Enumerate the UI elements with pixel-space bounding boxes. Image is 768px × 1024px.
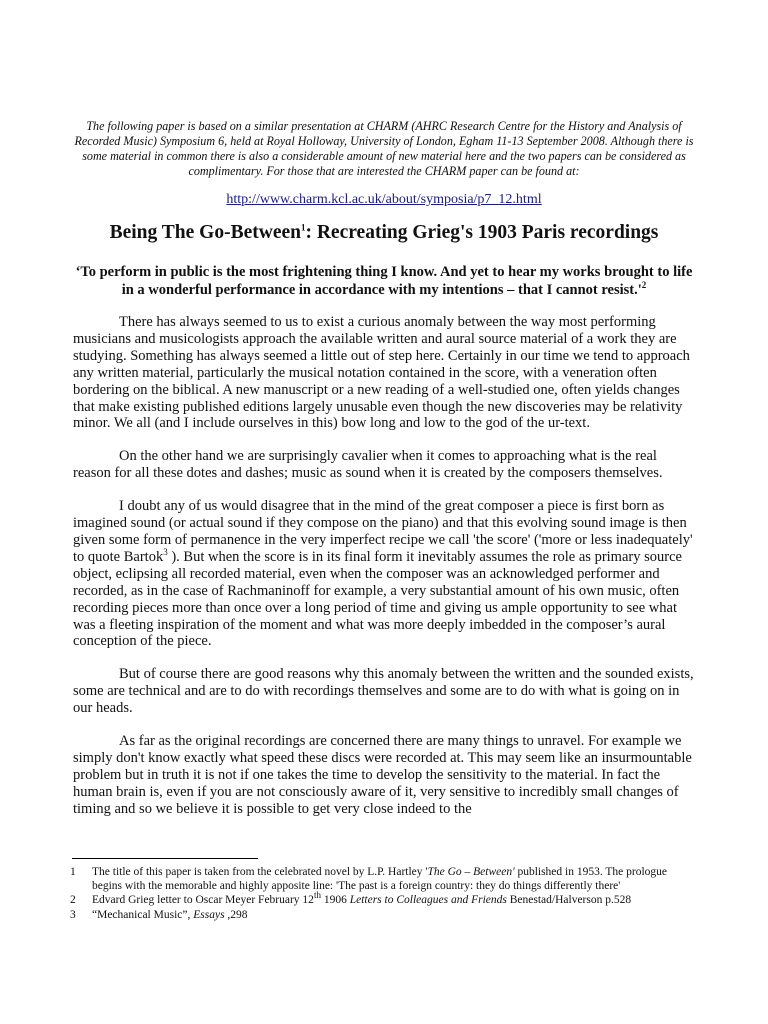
footnote-3-pre: “Mechanical Music”, [92,908,194,921]
footnote-text [92,890,698,908]
footnote-2-sup: th [313,890,321,901]
epigraph-text: ‘To perform in public is the most frightening thing I know. And yet to hear my works brought to life in a wonderful performance in accordance with my intentions – that I cannot resist.' [75,264,693,298]
footnote-3 [70,909,698,923]
paragraph-3-text-b: ). But when the score is in its final form it inevitably assumes the role as primary source object, eclipsing all recorded material, even when the composer was an acknowledged performer and recorded, as in the case of Rachmaninoff for example, a very substantial amount of his own music, often recording pieces more than once over a long period of time and giving us ample opportunity to see what was a fleeting inspiration of the moment and what was more deeply imbedded in the composer’s aural conception of the piece. [73,548,682,650]
paragraph-4: But of course there are good reasons why this anomaly between the written and the sounded exists, some are technical and are to do with recordings themselves and some are to do with what is going on in our heads. [73,666,694,717]
paragraph-5: As far as the original recordings are concerned there are many things to unravel. For example we simply don't know exactly what speed these discs were recorded at. This may seem like an insurmountable problem but in truth it is not if one takes the time to develop the sensitivity to the material. In fact the human brain is, even if you are not consciously aware of it, very sensitive to incredibly small changes of timing and so we believe it is possible to get very close indeed to the [73,733,692,817]
epigraph-quote [70,263,698,299]
paragraph-1: There has always seemed to us to exist a curious anomaly between the way most performing musicians and musicologists approach the available written and aural source material of a work they are studying. Something has always seemed a little out of step here. Certainly in our time we tend to approach any written material, particularly the musical notation contained in the score, with a veneration often bordering on the biblical. A new manuscript or a new reading of a well-studied one, often yields changes that make existing published editions largely unusable even though the new discoveries may be relativity minor. We all (and I include ourselves in this) bow long and low to the god of the ur-text. [73,314,690,432]
footnote-1-italic: The Go – Between' [427,866,515,878]
footnote-2-post: Benestad/Halverson p.528 [506,894,632,906]
footnote-ref-2[interactable]: 2 [641,280,647,291]
footnote-number: 3 [70,908,76,921]
footnotes [70,866,698,923]
footnote-text [92,866,698,893]
footnote-3-italic: Essays [193,908,225,921]
title-part2: : Recreating Grieg's 1903 Paris recordings [305,222,659,243]
charm-paper-link-line [0,192,768,208]
footnote-ref-3[interactable]: 3 [163,547,168,558]
body-text [73,314,696,834]
footnote-1-post: published in 1953. The prologue begins with the memorable and highly apposite line: 'The past is a foreign country: they do things differently there' [92,866,668,892]
footnote-ref-1[interactable]: 1 [300,222,306,233]
footnote-1-pre: The title of this paper is taken from the celebrated novel by L.P. Hartley ' [92,866,428,878]
paragraph-3-text-a: I doubt any of us would disagree that in the mind of the great composer a piece is first born as imagined sound (or actual sound if they compose on the piano) and that this evolving sound image is then given some form of permanence in the very imperfect recipe we call 'the score' ('more or less inadequately' to quote Bartok [73,498,693,565]
footnote-number: 1 [70,866,76,878]
paragraph-3 [73,498,696,650]
footnote-1 [70,866,698,893]
title-part1: Being The Go-Between [109,222,301,243]
footnote-2-pre: Edvard Grieg letter to Oscar Meyer February 12 [92,894,314,906]
intro-note: The following paper is based on a similar presentation at CHARM (AHRC Research Centre for the History and Analysis of Recorded Music) Symposium 6, held at Royal Holloway, University of London, Egham 11-13 September 2008. Although there is some material in common there is also a considerable amount of new material here and the two papers can be considered as complimentary. For those that are interested the CHARM paper can be found at: [74,119,694,178]
footnote-3-post: ,298 [224,908,248,921]
footnote-2-mid: 1906 [320,894,350,906]
charm-paper-link[interactable]: http://www.charm.kcl.ac.uk/about/symposia/p7_12.html [226,192,542,207]
footnote-2 [70,890,698,908]
footnote-number: 2 [70,894,76,906]
footnote-2-italic: Letters to Colleagues and Friends [349,894,507,906]
paragraph-2: On the other hand we are surprisingly cavalier when it comes to approaching what is the real reason for all these dotes and dashes; music as sound when it is created by the composers themselves. [73,448,663,482]
paper-title [0,222,768,244]
footnote-text [92,909,698,923]
footnote-divider [72,858,258,859]
